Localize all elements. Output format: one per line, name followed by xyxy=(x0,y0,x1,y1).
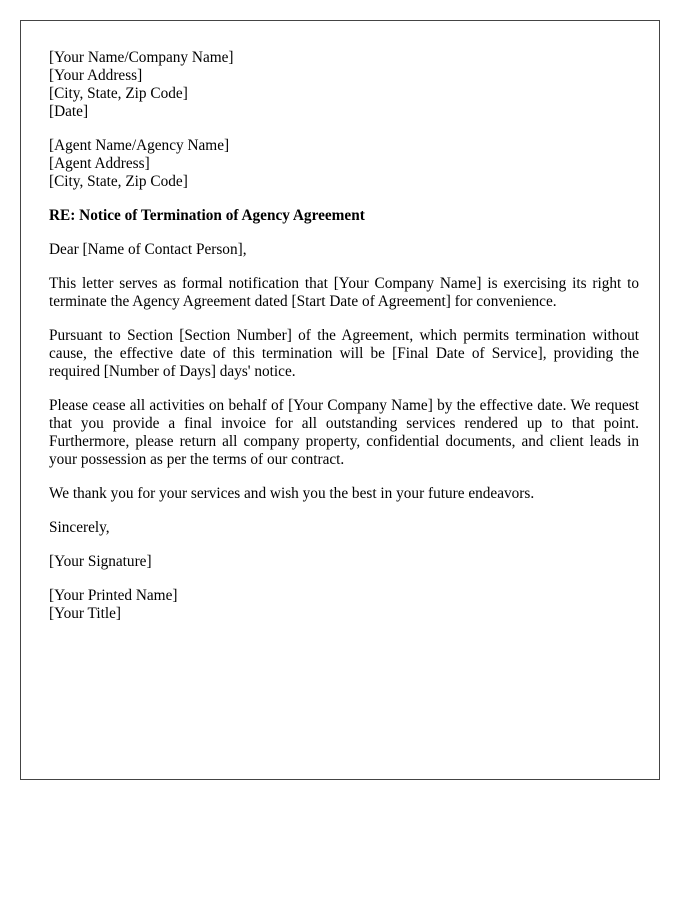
recipient-address: [Agent Address] xyxy=(49,155,150,172)
sender-city-state-zip: [City, State, Zip Code] xyxy=(49,85,188,102)
salutation: Dear [Name of Contact Person], xyxy=(49,241,247,258)
signer-title: [Your Title] xyxy=(49,605,121,622)
sender-address: [Your Address] xyxy=(49,67,143,84)
body-paragraph: This letter serves as formal notification that [Your Company Name] is exercising its right to terminate the Agency Agreement dated [Start Date of Agreement] for convenience. xyxy=(49,275,639,310)
signer-block xyxy=(49,587,639,623)
recipient-block xyxy=(49,137,639,191)
recipient-city-state-zip: [City, State, Zip Code] xyxy=(49,173,188,190)
printed-name: [Your Printed Name] xyxy=(49,587,178,604)
sender-name: [Your Name/Company Name] xyxy=(49,49,234,66)
body-paragraph: Please cease all activities on behalf of [Your Company Name] by the effective date. We request that you provide a final invoice for all outstanding services rendered up to that point. Furthermore, please return all company property, confidential documents, and client leads in your possession as per the terms of our contract. xyxy=(49,397,639,468)
sender-block xyxy=(49,49,639,121)
letter-content xyxy=(49,49,639,639)
letter-page xyxy=(20,20,660,780)
recipient-name: [Agent Name/Agency Name] xyxy=(49,137,230,154)
letter-date: [Date] xyxy=(49,103,89,120)
body-paragraph: Pursuant to Section [Section Number] of the Agreement, which permits termination without cause, the effective date of this termination will be [Final Date of Service], providing the required [Number of Days] days' notice. xyxy=(49,327,639,380)
closing: Sincerely, xyxy=(49,519,110,536)
signature: [Your Signature] xyxy=(49,553,152,570)
subject-line: RE: Notice of Termination of Agency Agreement xyxy=(49,207,365,224)
body-paragraph: We thank you for your services and wish you the best in your future endeavors. xyxy=(49,485,535,502)
